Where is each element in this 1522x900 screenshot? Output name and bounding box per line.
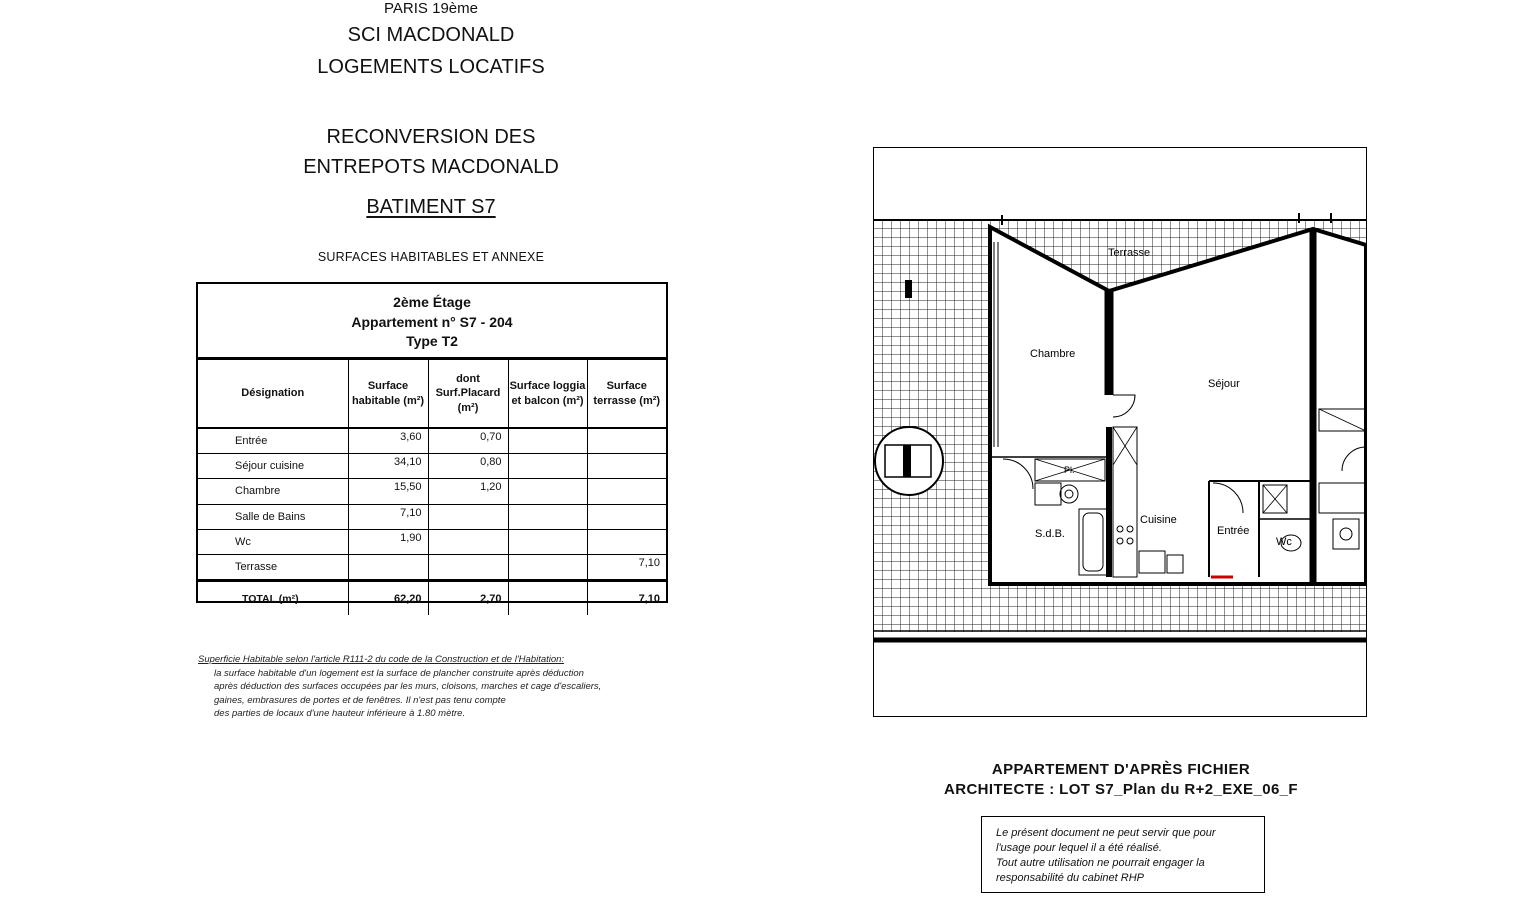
loggia-value — [508, 504, 587, 529]
room-label-sejour: Séjour — [1208, 378, 1240, 390]
room-label-terrasse: Terrasse — [1108, 247, 1151, 259]
footnote-line: la surface habitable d'un logement est la surface de plancher construite après déduction — [214, 667, 584, 679]
placard-value: 0,80 — [428, 454, 508, 479]
caption-line1: APPARTEMENT D'APRÈS FICHIER — [991, 761, 1251, 778]
total-placard: 2,70 — [428, 581, 508, 616]
room-label-chambre: Chambre — [1030, 348, 1076, 360]
table-row — [198, 428, 666, 454]
terrasse-value — [587, 428, 666, 454]
table-row — [198, 454, 666, 479]
table-row — [198, 529, 666, 554]
floor-plan — [873, 147, 1367, 717]
table-row — [198, 554, 666, 580]
total-habitable: 62,20 — [348, 581, 428, 616]
surfaces-table — [196, 282, 668, 603]
city-label: PARIS 19ème — [384, 0, 478, 17]
total-row — [198, 581, 666, 616]
footnote-line: gaines, embrasures de portes et de fenêtres. Il n'est pas tenu compte — [214, 694, 506, 706]
placard-value: 1,20 — [428, 479, 508, 504]
table-row — [198, 479, 666, 504]
column-header: Surface terrasse (m²) — [587, 360, 666, 428]
habitable-value: 7,10 — [348, 504, 428, 529]
room-label-sdb: S.d.B. — [1035, 528, 1065, 540]
terrasse-value — [587, 504, 666, 529]
habitable-value: 3,60 — [348, 428, 428, 454]
placard-value — [428, 504, 508, 529]
plan-caption — [896, 760, 1346, 800]
disclaimer-line: l'usage pour lequel il a été réalisé. — [996, 842, 1162, 854]
habitable-value — [348, 554, 428, 580]
column-header: Surface habitable (m²) — [348, 360, 428, 428]
caption-line2: ARCHITECTE : LOT S7_Plan du R+2_EXE_06_F — [943, 781, 1298, 798]
room-label: Séjour cuisine — [198, 454, 348, 479]
room-label: Chambre — [198, 479, 348, 504]
room-label-wc: Wc — [1276, 536, 1292, 548]
client-name: SCI MACDONALD — [347, 24, 515, 46]
loggia-value — [508, 428, 587, 454]
terrasse-value — [587, 454, 666, 479]
legal-footnote — [198, 653, 638, 721]
type-label: Type T2 — [406, 333, 458, 349]
room-label: Entrée — [198, 428, 348, 454]
room-label-entree: Entrée — [1217, 525, 1250, 537]
column-header-row — [198, 360, 666, 428]
disclaimer-line: Tout autre utilisation ne pourrait engager la — [996, 857, 1205, 869]
total-label: TOTAL (m²) — [198, 581, 348, 616]
program-name: LOGEMENTS LOCATIFS — [317, 56, 545, 78]
footnote-line: des parties de locaux d'une hauteur inférieure à 1.80 mètre. — [214, 708, 466, 719]
placard-value — [428, 529, 508, 554]
table-row — [198, 504, 666, 529]
habitable-value: 1,90 — [348, 529, 428, 554]
table-header — [198, 284, 666, 360]
room-label-placard: Pl. — [1064, 465, 1075, 475]
placard-value: 0,70 — [428, 428, 508, 454]
disclaimer-line: Le présent document ne peut servir que pour — [996, 827, 1216, 839]
footnote-title: Superficie Habitable selon l'article R111-2 du code de la Construction et de l'Habitation: — [198, 654, 565, 665]
total-loggia — [508, 581, 587, 616]
room-label: Wc — [198, 529, 348, 554]
total-terrasse: 7,10 — [587, 581, 666, 616]
project-title-line1: RECONVERSION DES — [326, 126, 536, 148]
building-label: BATIMENT S7 — [366, 196, 496, 218]
habitable-value: 15,50 — [348, 479, 428, 504]
project-title-line2: ENTREPOTS MACDONALD — [303, 156, 559, 178]
habitable-value: 34,10 — [348, 454, 428, 479]
floor-label: 2ème Étage — [393, 294, 471, 310]
column-header: Surface loggia et balcon (m²) — [508, 360, 587, 428]
loggia-value — [508, 479, 587, 504]
column-header: dont Surf.Placard (m²) — [428, 360, 508, 428]
placard-value — [428, 554, 508, 580]
disclaimer-box — [981, 816, 1265, 893]
terrasse-value — [587, 529, 666, 554]
surfaces-title: SURFACES HABITABLES ET ANNEXE — [317, 250, 545, 264]
disclaimer-line: responsabilité du cabinet RHP — [996, 872, 1144, 884]
loggia-value — [508, 554, 587, 580]
building-title — [331, 196, 531, 219]
room-label: Salle de Bains — [198, 504, 348, 529]
terrasse-value — [587, 479, 666, 504]
room-label: Terrasse — [198, 554, 348, 580]
loggia-value — [508, 454, 587, 479]
room-label-cuisine: Cuisine — [1140, 514, 1177, 526]
surfaces-grid — [198, 360, 666, 615]
footnote-line: après déduction des surfaces occupées par les murs, cloisons, marches et cage d'escaliers, — [214, 681, 602, 692]
column-header: Désignation — [198, 360, 348, 428]
loggia-value — [508, 529, 587, 554]
apartment-label: Appartement n° S7 - 204 — [351, 313, 513, 330]
terrasse-value: 7,10 — [587, 554, 666, 580]
